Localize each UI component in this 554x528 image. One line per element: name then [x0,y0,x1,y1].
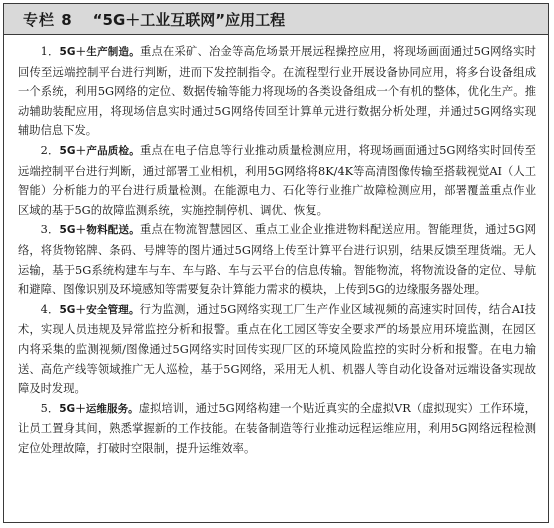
item-number: 5． [40,401,60,415]
item-keyword: 5G＋生产制造。 [59,46,140,58]
item-text: 重点在电子信息等行业推动质量检测应用，将现场画面通过5G网络实时回传至远端控制平台进行判断，通过部署工业相机，利用5G网络将8K/4K等高清图像传输至搭载视觉AI（人工智能）分析能力的平台进行质量检测。在能源电力、石化等行业推广故障检测应用，部署覆盖重点作业区域的基于5G的故障监测系统，实施控制停机、调优、恢复。 [18,143,536,217]
item-text: 重点在物流智慧园区、重点工业企业推进物料配送应用。智能理货，通过5G网络，将货物铭牌、条码、号牌等的图片通过5G网络上传至计算平台进行识别，结果反馈至理货端。无人运输，基于5G系统构建车与车、车与路、车与云平台的信息传输。智能物流，将物流设备的定位、导航和避障、图像识别及环境感知等需要复杂计算能力需求的模块，上传到5G的边缘服务器处理。 [18,223,536,297]
column-title: “5G＋工业互联网”应用工程 [92,10,286,29]
item-production [18,42,536,141]
item-text: 行为监测，通过5G网络实现工厂生产作业区域视频的高速实时回传，结合AI技术，实现人员违规及异常监控分析和报警。重点在化工园区等安全要求严的场景应用环境监测，在园区内将采集的监测视频/图像通过5G网络实时回传实现厂区的环境风险监控的实时分析和报警。在电力输送、高危产线等领域推广无人巡检，基于5G网络，采用无人机、机器人等自动化设备对远端设备实现故障及时发现。 [18,302,536,396]
item-logistics [18,220,536,299]
item-number: 4． [40,302,60,316]
item-number: 1． [40,45,60,58]
item-text: 虚拟培训，通过5G网络构建一个贴近真实的全虚拟VR（虚拟现实）工作环境，让员工置身其间，熟悉掌握新的工作技能。在装备制造等行业推动远程运维应用，利用5G网络远程检测定位处理故障，打破时空限制，提升运维效率。 [18,401,536,455]
item-quality [18,141,536,220]
column-header [4,4,548,35]
item-keyword: 5G＋安全管理。 [59,303,140,316]
column-number: 专栏 8 [23,10,73,29]
item-maintenance [18,399,536,459]
item-number: 3． [40,223,60,237]
column-box [3,3,549,523]
column-content [4,35,548,458]
item-keyword: 5G＋产品质检。 [59,144,140,157]
item-safety [18,300,536,399]
item-keyword: 5G＋运维服务。 [59,402,139,415]
item-keyword: 5G＋物料配送。 [59,224,140,237]
item-number: 2． [40,143,60,157]
item-text: 重点在采矿、冶金等高危场景开展远程操控应用，将现场画面通过5G网络实时回传至远端控制平台进行判断，进而下发控制指令。在流程型行业开展设备协同应用，将多台设备组成一个系统，利用5G网络的定位、数据传输等能力将现场的各类设备组成一个有机的整体，优化生产。推动辅助装配应用，将现场信息实时通过5G网络传回至计算单元进行数据分析处理，并通过5G网络实现辅助信息下发。 [18,45,536,138]
